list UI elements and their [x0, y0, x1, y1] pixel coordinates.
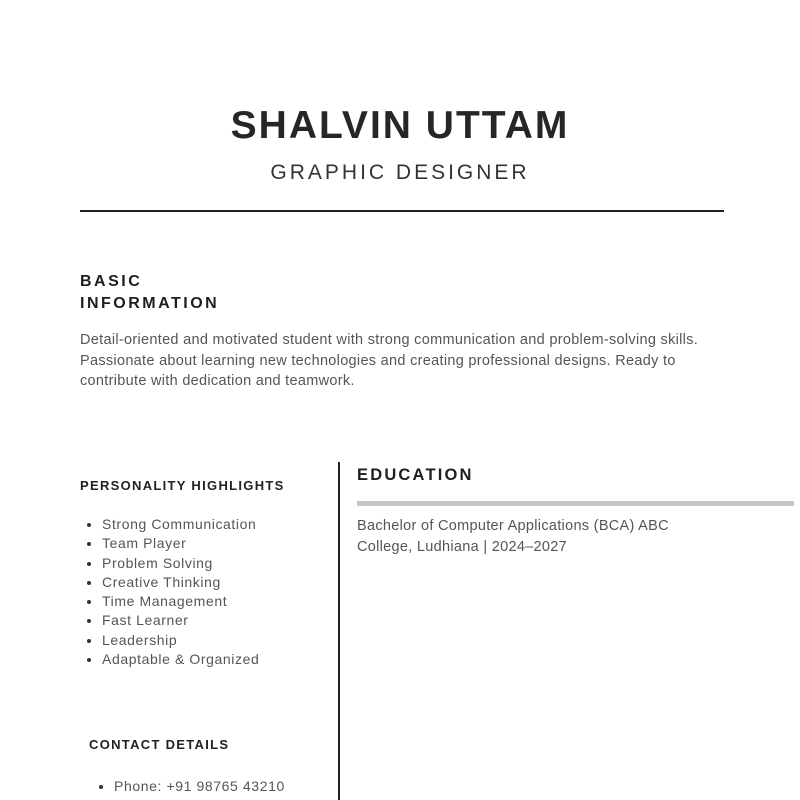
- contact-phone: • Phone: +91 98765 43210: [114, 777, 285, 796]
- contact-details-list: [92, 777, 285, 796]
- list-item: • Creative Thinking: [102, 573, 259, 592]
- basic-information-heading: [80, 271, 219, 315]
- resume-name: SHALVIN UTTAM: [230, 104, 570, 147]
- education-heading: EDUCATION: [357, 466, 474, 484]
- education-entry: Bachelor of Computer Applications (BCA) ABC College, Ludhiana | 2024–2027: [357, 518, 669, 555]
- personality-highlights-list: [80, 515, 259, 669]
- list-item: • Time Management: [102, 592, 259, 611]
- contact-details-heading: CONTACT DETAILS: [89, 737, 230, 752]
- column-divider: [338, 462, 340, 800]
- list-item: • Adaptable & Organized: [102, 650, 259, 669]
- basic-information-summary: Detail-oriented and motivated student with strong communication and problem-solving skills. Passionate about learning new technologies and creating professional designs. Ready to contribute with dedication and teamwork.: [80, 332, 699, 389]
- list-item: • Problem Solving: [102, 554, 259, 573]
- basic-information-heading-line2: INFORMATION: [80, 295, 220, 312]
- list-item: • Fast Learner: [102, 611, 259, 630]
- personality-highlights-heading: PERSONALITY HIGHLIGHTS: [80, 478, 285, 493]
- resume-role: GRAPHIC DESIGNER: [270, 161, 530, 184]
- list-item: • Strong Communication: [102, 515, 259, 534]
- list-item: • Team Player: [102, 534, 259, 553]
- header-divider: [80, 210, 724, 212]
- list-item: • Leadership: [102, 631, 259, 650]
- education-divider: [357, 501, 794, 506]
- basic-information-heading-line1: BASIC: [80, 273, 143, 290]
